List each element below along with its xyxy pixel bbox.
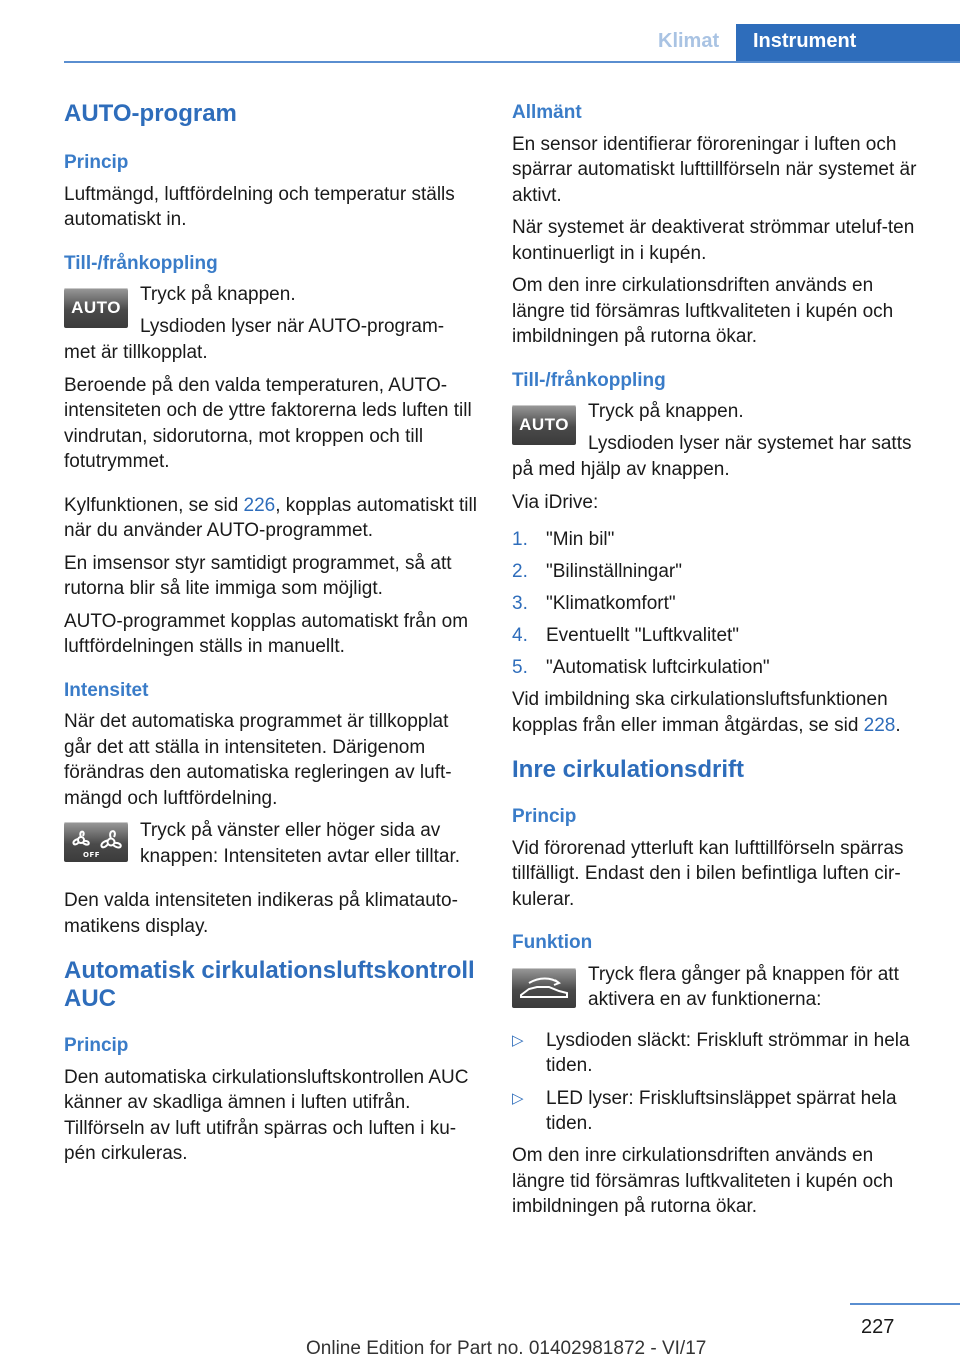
page-number: 227 bbox=[861, 1316, 895, 1338]
tab-klimat[interactable]: Klimat bbox=[658, 30, 720, 52]
edition-footer: Online Edition for Part no. 01402981872 - VI/17 bbox=[306, 1338, 707, 1359]
fan-instruction bbox=[64, 818, 480, 888]
recirc-instruction bbox=[512, 962, 930, 1028]
recirculation-button-icon bbox=[512, 968, 576, 1008]
list-item: 5. "Automatisk luftcirkulation" bbox=[512, 657, 770, 679]
paragraph: När systemet är deaktiverat strömmar uteluf-ten kontinuerligt in i kupén. bbox=[512, 217, 915, 264]
fan-icon bbox=[66, 824, 126, 860]
auto-instruction bbox=[64, 282, 480, 344]
instruction-text: Tryck på vänster eller höger sida av knappen: Intensiteten avtar eller tilltar. bbox=[140, 820, 461, 867]
subheading-princip: Princip bbox=[512, 806, 577, 828]
paragraph: Den valda intensiteten indikeras på klimatauto-matikens display. bbox=[64, 890, 458, 937]
header-divider bbox=[64, 61, 960, 63]
heading-inre-cirkulationsdrift: Inre cirkulationsdrift bbox=[512, 756, 745, 784]
list-item: 1. "Min bil" bbox=[512, 529, 615, 550]
subheading-funktion: Funktion bbox=[512, 932, 593, 954]
paragraph: Vid förorenad ytterluft kan lufttillförseln spärras tillfälligt. Endast den i bilen befintliga luften cir-kulerar. bbox=[512, 837, 904, 910]
off-label: OFF bbox=[83, 851, 101, 859]
subheading-till-frankoppling: Till-/frånkoppling bbox=[64, 252, 218, 274]
paragraph: på med hjälp av knappen. bbox=[512, 459, 730, 480]
paragraph: met är tillkopplat. bbox=[64, 342, 208, 363]
triangle-bullet-icon: ▷ bbox=[512, 1031, 524, 1049]
page-link-226[interactable]: 226 bbox=[243, 494, 276, 516]
subheading-princip: Princip bbox=[64, 152, 129, 173]
paragraph: Kylfunktionen, se sid 226, kopplas automatiskt till när du använder AUTO-programmet. bbox=[64, 494, 477, 541]
recirculation-icon bbox=[515, 971, 573, 1005]
subheading-till-frankoppling: Till-/frånkoppling bbox=[512, 369, 666, 391]
paragraph: Via iDrive: bbox=[512, 491, 599, 513]
list-item: ▷ LED lyser: Friskluftsinsläppet spärrat hela tiden. bbox=[512, 1087, 897, 1135]
triangle-bullet-icon: ▷ bbox=[512, 1089, 524, 1107]
auto-instruction bbox=[512, 399, 930, 461]
instruction-text: Tryck på knappen. bbox=[588, 401, 744, 422]
paragraph: När det automatiska programmet är tillkopplat går det att ställa in intensiteten. Därigenom förändras den automatiska regleringen av luft-mängd och luftfördelning. bbox=[64, 711, 452, 809]
footer-divider bbox=[850, 1303, 960, 1305]
paragraph: Vid imbildning ska cirkulationsluftsfunktionen kopplas från eller imman åtgärdas, se sid 228. bbox=[512, 689, 901, 736]
auto-button-icon: AUTO bbox=[64, 288, 128, 328]
subheading-intensitet: Intensitet bbox=[64, 679, 149, 701]
instruction-text: Lysdioden lyser när AUTO-program- bbox=[140, 315, 445, 337]
list-item: ▷ Lysdioden släckt: Friskluft strömmar in hela tiden. bbox=[512, 1029, 910, 1077]
right-column bbox=[512, 100, 930, 1227]
paragraph: Luftmängd, luftfördelning och temperatur ställs automatiskt in. bbox=[64, 183, 455, 230]
instruction-text: Tryck flera gånger på knappen för att aktivera en av funktionerna: bbox=[588, 963, 899, 1011]
heading-auc: Automatisk cirkulationsluftskontroll AUC bbox=[64, 957, 475, 1012]
paragraph: Om den inre cirkulationsdriften används en längre tid försämras luftkvaliteten i kupén och imbildningen på rutorna ökar. bbox=[512, 1145, 894, 1218]
paragraph: Om den inre cirkulationsdriften används en längre tid försämras luftkvaliteten i kupén och imbildningen på rutorna ökar. bbox=[512, 275, 894, 347]
fan-intensity-icon bbox=[64, 822, 128, 862]
paragraph: AUTO-programmet kopplas automatiskt från om luftfördelningen ställs in manuellt. bbox=[64, 610, 469, 657]
paragraph: Den automatiska cirkulationsluftskontrollen AUC känner av skadliga ämnen i luften utifrån. Tillförseln av luft utifrån spärras och luften i ku-pén cirkuleras. bbox=[64, 1066, 469, 1164]
tab-instrument[interactable]: Instrument bbox=[736, 24, 960, 62]
list-item: 2. "Bilinställningar" bbox=[512, 561, 682, 583]
paragraph: En imsensor styr samtidigt programmet, så att rutorna blir så lite immiga som möjligt. bbox=[64, 552, 452, 599]
paragraph: En sensor identifierar föroreningar i luften och spärrar automatiskt lufttillförseln när systemet är aktivt. bbox=[512, 133, 917, 206]
list-item: 4. Eventuellt "Luftkvalitet" bbox=[512, 625, 740, 647]
instruction-text: Tryck på knappen. bbox=[140, 284, 296, 305]
page-link-228[interactable]: 228 bbox=[863, 714, 896, 736]
subheading-allmant: Allmänt bbox=[512, 102, 582, 123]
instruction-text: Lysdioden lyser när systemet har satts bbox=[588, 432, 912, 454]
list-item: 3. "Klimatkomfort" bbox=[512, 593, 676, 615]
heading-auto-program: AUTO-program bbox=[64, 100, 237, 127]
page-header bbox=[0, 0, 960, 62]
subheading-princip: Princip bbox=[64, 1035, 129, 1056]
idrive-steps bbox=[512, 527, 930, 681]
left-column bbox=[64, 100, 480, 1174]
auto-button-icon: AUTO bbox=[512, 405, 576, 445]
paragraph: Beroende på den valda temperaturen, AUTO-intensiteten och de yttre faktorerna leds luften till vindrutan, sidorutorna, mot kroppen och till fotutrymmet. bbox=[64, 374, 472, 472]
function-bullets bbox=[512, 1028, 930, 1137]
